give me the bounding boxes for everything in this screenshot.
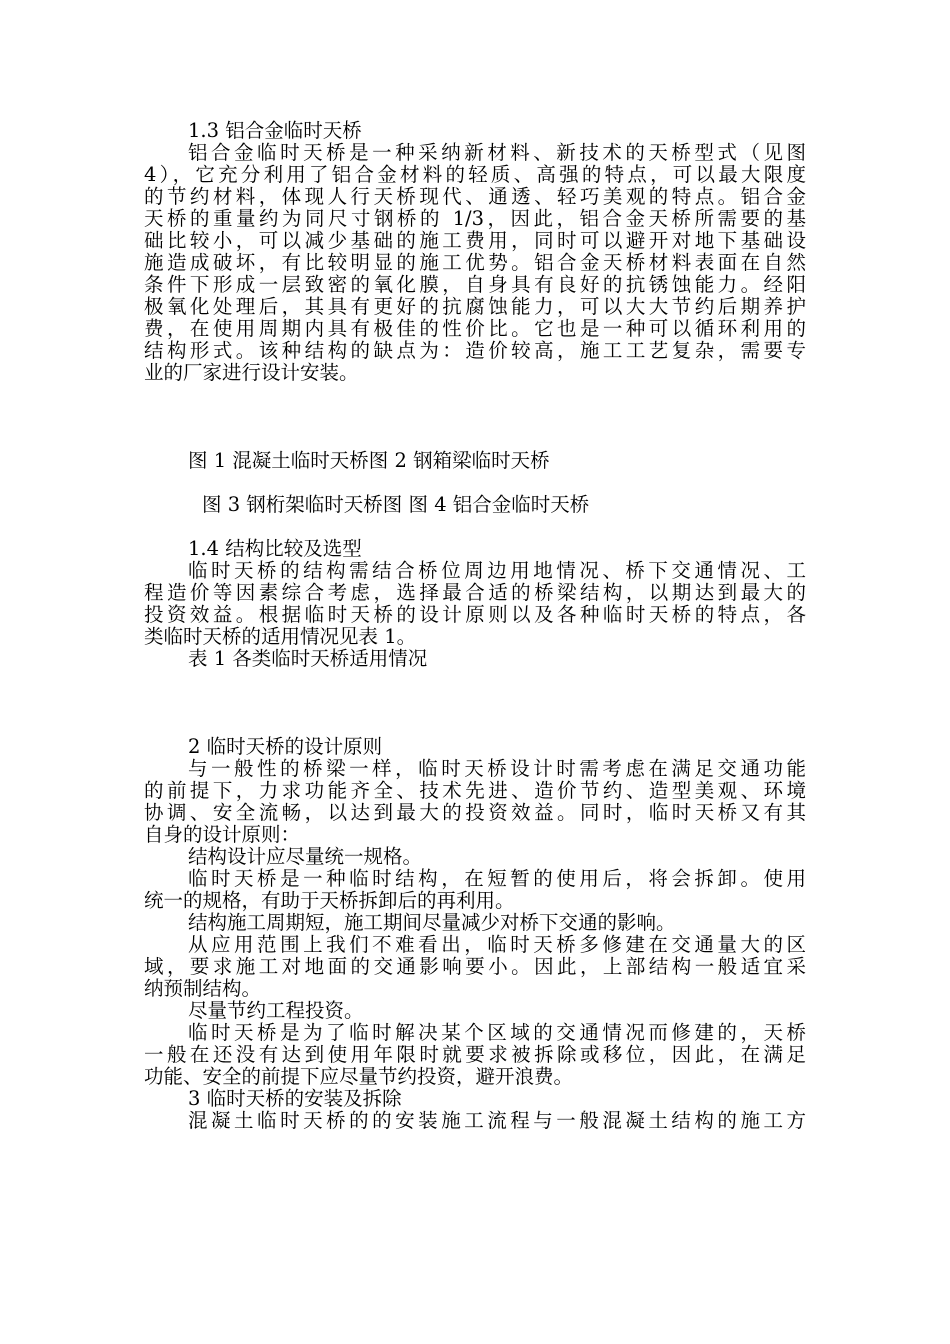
principle-item: 结构施工周期短，施工期间尽量减少对桥下交通的影响。	[188, 911, 676, 934]
paragraph-line: 天桥的重量约为同尺寸钢桥的 1/3，因此，铝合金天桥所需要的基	[144, 207, 806, 230]
paragraph-line: 的前提下，力求功能齐全、技术先进、造价节约、造型美观、环境	[144, 779, 806, 802]
paragraph-line: 的节约材料，体现人行天桥现代、通透、轻巧美观的特点。铝合金	[144, 185, 806, 208]
paragraph-line: 业的厂家进行设计安装。	[144, 361, 359, 384]
principle-item: 结构设计应尽量统一规格。	[188, 845, 423, 868]
paragraph-line: 4），它充分利用了铝合金材料的轻质、高强的特点，可以最大限度	[144, 163, 806, 186]
paragraph-line: 条件下形成一层致密的氧化膜，自身具有良好的抗锈蚀能力。经阳	[144, 273, 806, 296]
spacer	[144, 670, 806, 736]
paragraph-line: 投资效益。根据临时天桥的设计原则以及各种临时天桥的特点，各	[144, 603, 806, 626]
spacer	[144, 472, 806, 494]
spacer	[144, 384, 806, 450]
paragraph-line: 协调、安全流畅，以达到最大的投资效益。同时，临时天桥又有其	[144, 801, 806, 824]
paragraph-line: 临时天桥是为了临时解决某个区域的交通情况而修建的，天桥	[188, 1021, 806, 1044]
paragraph-line: 极氧化处理后，其具有更好的抗腐蚀能力，可以大大节约后期养护	[144, 295, 806, 318]
document-page	[144, 120, 806, 1132]
spacer	[144, 516, 806, 538]
paragraph-line: 类临时天桥的适用情况见表 1。	[144, 625, 417, 648]
paragraph-line: 结构形式。该种结构的缺点为：造价较高，施工工艺复杂，需要专	[144, 339, 806, 362]
paragraph-line: 统一的规格，有助于天桥拆卸后的再利用。	[144, 889, 515, 912]
paragraph-line: 纳预制结构。	[144, 977, 262, 1000]
paragraph-line: 施造成破坏，有比较明显的施工优势。铝合金天桥材料表面在自然	[144, 251, 806, 274]
section-heading-3: 3 临时天桥的安装及拆除	[188, 1087, 402, 1110]
principle-item: 尽量节约工程投资。	[188, 999, 364, 1022]
section-heading-2: 2 临时天桥的设计原则	[188, 735, 383, 758]
paragraph-line: 临时天桥的结构需结合桥位周边用地情况、桥下交通情况、工	[188, 559, 806, 582]
paragraph-line: 一般在还没有达到使用年限时就要求被拆除或移位，因此，在满足	[144, 1043, 806, 1066]
paragraph-line: 从应用范围上我们不难看出，临时天桥多修建在交通量大的区	[188, 933, 806, 956]
paragraph-line: 与一般性的桥梁一样，临时天桥设计时需考虑在满足交通功能	[188, 757, 806, 780]
paragraph-line: 程造价等因素综合考虑，选择最合适的桥梁结构，以期达到最大的	[144, 581, 806, 604]
figure-caption-3-4: 图 3 钢桁架临时天桥图 图 4 铝合金临时天桥	[202, 493, 590, 516]
table-caption: 表 1 各类临时天桥适用情况	[188, 647, 428, 670]
figure-caption-1-2: 图 1 混凝土临时天桥图 2 钢箱梁临时天桥	[188, 449, 550, 472]
section-heading-1-4: 1.4 结构比较及选型	[188, 537, 362, 560]
section-heading-1-3: 1.3 铝合金临时天桥	[188, 119, 362, 142]
paragraph-line: 临时天桥是一种临时结构，在短暂的使用后，将会拆卸。使用	[188, 867, 806, 890]
paragraph-line: 铝合金临时天桥是一种采纳新材料、新技术的天桥型式（见图	[188, 141, 806, 164]
paragraph-line: 础比较小，可以减少基础的施工费用，同时可以避开对地下基础设	[144, 229, 806, 252]
paragraph-line: 自身的设计原则：	[144, 823, 301, 846]
paragraph-line: 域，要求施工对地面的交通影响要小。因此，上部结构一般适宜采	[144, 955, 806, 978]
paragraph-line: 费，在使用周期内具有极佳的性价比。它也是一种可以循环利用的	[144, 317, 806, 340]
paragraph-line: 功能、安全的前提下应尽量节约投资，避开浪费。	[144, 1065, 574, 1088]
paragraph-line: 混凝土临时天桥的的安装施工流程与一般混凝土结构的施工方	[188, 1109, 806, 1132]
